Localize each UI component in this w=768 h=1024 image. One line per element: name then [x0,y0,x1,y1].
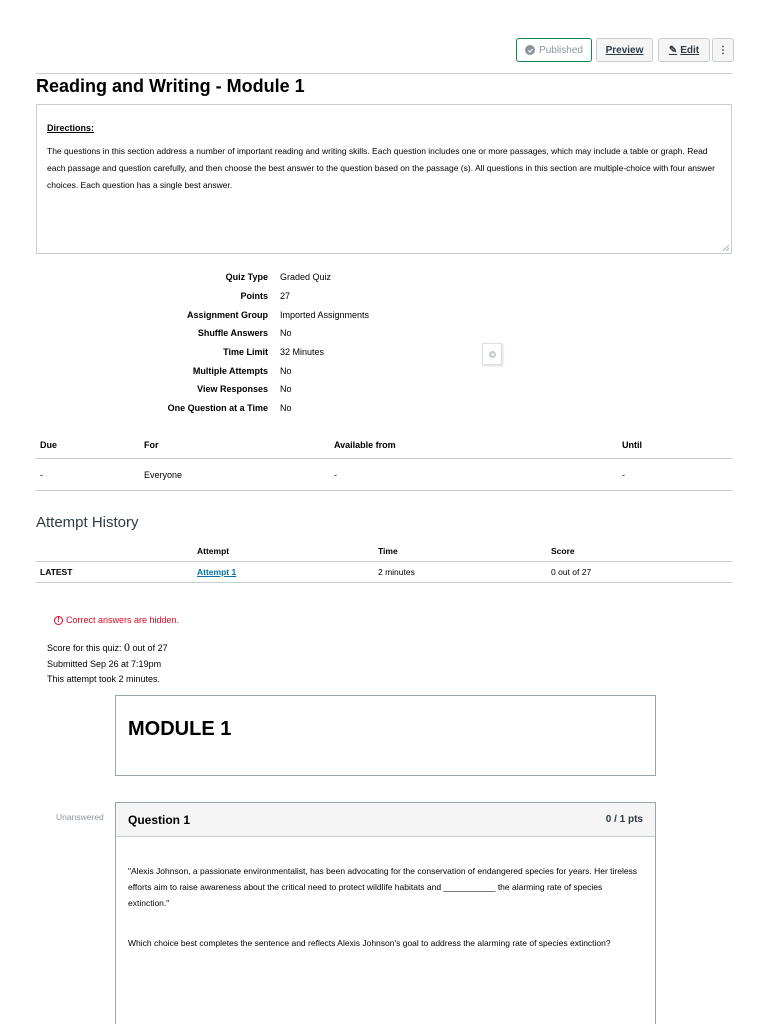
column-header: Score [551,546,575,556]
property-value: Graded Quiz [280,272,332,283]
preview-button[interactable]: Preview [596,38,653,62]
property-value: 27 [280,291,291,302]
table-cell: - [334,469,337,480]
property-row [36,361,516,380]
table-row [36,561,732,583]
table-row [36,459,732,491]
property-label: Shuffle Answers [197,328,268,339]
property-label: One Question at a Time [167,403,268,414]
latest-label: LATEST [40,567,73,577]
module-heading: MODULE 1 [128,718,232,740]
property-label: Quiz Type [225,272,268,283]
attempt-history-table [36,541,732,583]
directions-text: The questions in this section address a number of important reading and writing skills. Each question includes one or more passages, which may include a table or graph. Read each passage and question carefully, and then choose the best answer to the question based on the passage (s). All questions in this section are multiple-choice with four answer choices. Each question has a single best answer. [47,146,715,190]
attempt-link[interactable]: Attempt 1 [197,567,237,577]
quiz-properties [36,268,516,418]
property-label: Points [240,291,268,302]
header-divider [36,73,732,74]
published-label: Published [539,44,583,56]
table-cell: Everyone [144,469,183,480]
column-header: Available from [334,440,396,450]
property-value: Imported Assignments [280,309,370,320]
warning-icon: ! [54,616,63,625]
attempt-history-title: Attempt History [36,514,139,531]
property-row [36,380,516,399]
table-cell: - [622,469,625,480]
property-row [36,399,516,418]
module-banner [115,695,656,776]
property-value: No [280,403,292,414]
attempt-time: 2 minutes [378,567,415,577]
question-prompt: Which choice best completes the sentence and reflects Alexis Johnson's goal to address the alarming rate of species extinction? [128,938,611,948]
directions-heading: Directions: [47,123,95,133]
published-button[interactable] [516,38,592,62]
table-header [36,432,732,459]
page-title: Reading and Writing - Module 1 [36,76,305,96]
property-label: Assignment Group [186,309,268,320]
column-header: Attempt [197,546,230,556]
column-header: Until [622,440,642,450]
directions-box [36,104,732,254]
answers-hidden-text: Correct answers are hidden. [66,615,180,625]
property-row [36,305,516,324]
answers-hidden-notice [54,615,179,625]
question-card [115,802,656,1024]
attempt-score: 0 out of 27 [551,567,592,577]
pencil-icon: ✎ [668,44,678,56]
duration-text: This attempt took 2 minutes. [47,674,161,684]
property-value: 32 Minutes [280,347,325,358]
due-dates-table [36,432,732,491]
resize-handle-icon[interactable] [723,245,729,251]
question-status: Unanswered [56,812,104,822]
submitted-text: Submitted Sep 26 at 7:19pm [47,658,162,669]
column-header: Due [40,440,58,450]
score-summary [47,640,168,688]
property-label: Multiple Attempts [192,365,268,376]
question-body [116,837,655,951]
property-row [36,287,516,306]
property-label: Time Limit [223,347,268,358]
property-label: View Responses [197,384,268,395]
score-value: 0 [124,640,131,654]
question-header [116,803,655,837]
edit-label: Edit [680,44,700,56]
property-row [36,268,516,287]
more-options-button[interactable]: ⋮ [712,38,734,62]
question-title: Question 1 [128,812,191,827]
edit-button[interactable] [658,38,710,62]
score-suffix: out of 27 [130,643,168,653]
question-points: 0 / 1 pts [605,814,643,825]
property-value: No [280,328,292,339]
score-line [47,640,168,657]
column-header: Time [378,546,398,556]
check-circle-icon [525,45,535,55]
property-row [36,343,516,362]
score-prefix: Score for this quiz: [47,643,125,653]
property-value: No [280,365,292,376]
table-header [36,541,732,561]
sidebar-toggle-icon[interactable] [482,343,502,365]
table-cell: - [40,469,43,480]
column-header: For [144,440,159,450]
property-row [36,324,516,343]
question-passage: "Alexis Johnson, a passionate environmentalist, has been advocating for the conservation of endangered species for years. Her tireless efforts aim to raise awareness about the critical need to protect wildlife habitats and ___________ the alarming rate of species extinction." [128,866,638,908]
property-value: No [280,384,292,395]
